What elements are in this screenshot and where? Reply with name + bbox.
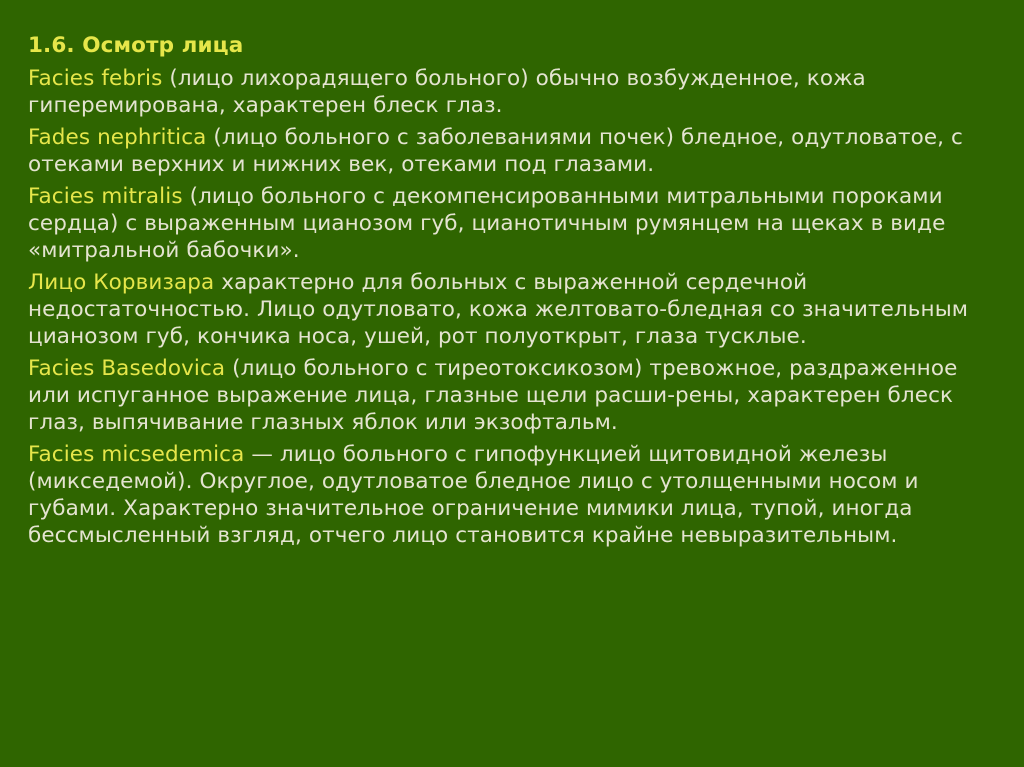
- term-facies-basedovica: Facies Basedovica: [28, 356, 226, 381]
- paragraph-facies-micsedemica: [28, 441, 1000, 549]
- paragraph-facies-febris: [28, 65, 1000, 119]
- paragraph-corvisart-face: [28, 269, 1000, 350]
- desc-fades-nephritica: (лицо больного с заболеваниями почек) бледное, одутловатое, с отеками верхних и нижних век, отеками под глазами.: [28, 125, 963, 177]
- desc-facies-basedovica: (лицо больного с тиреотоксикозом) тревожное, раздраженное или испуганное выражение лица, глазные щели расши-рены, характерен блеск глаз, выпячивание глазных яблок или экзофтальм.: [28, 356, 958, 435]
- slide-title: 1.6. Осмотр лица: [28, 33, 244, 58]
- term-corvisart-face: Лицо Корвизара: [28, 270, 215, 295]
- paragraph-facies-mitralis: [28, 183, 1000, 264]
- desc-facies-febris: (лицо лихорадящего больного) обычно возбужденное, кожа гиперемирована, характерен блеск глаз.: [28, 66, 866, 118]
- desc-facies-micsedemica: — лицо больного с гипофункцией щитовидной железы (микседемой). Округлое, одутловатое бледное лицо с утолщенными носом и губами. Характерно значительное ограничение мимики лица, тупой, иногда бессмысленный взгляд, отчего лицо становится крайне невыразительным.: [28, 442, 919, 548]
- term-fades-nephritica: Fades nephritica: [28, 125, 207, 150]
- term-facies-febris: Facies febris: [28, 66, 163, 91]
- desc-corvisart-face: характерно для больных с выраженной сердечной недостаточностью. Лицо одутловато, кожа желтовато-бледная со значительным цианозом губ, кончика носа, ушей, рот полуоткрыт, глаза тусклые.: [28, 270, 969, 349]
- term-facies-mitralis: Facies mitralis: [28, 184, 183, 209]
- paragraph-fades-nephritica: [28, 124, 1000, 178]
- paragraph-facies-basedovica: [28, 355, 1000, 436]
- term-facies-micsedemica: Facies micsedemica: [28, 442, 245, 467]
- desc-facies-mitralis: (лицо больного с декомпенсированными митральными пороками сердца) с выраженным цианозом губ, цианотичным румянцем на щеках в виде «митральной бабочки».: [28, 184, 946, 263]
